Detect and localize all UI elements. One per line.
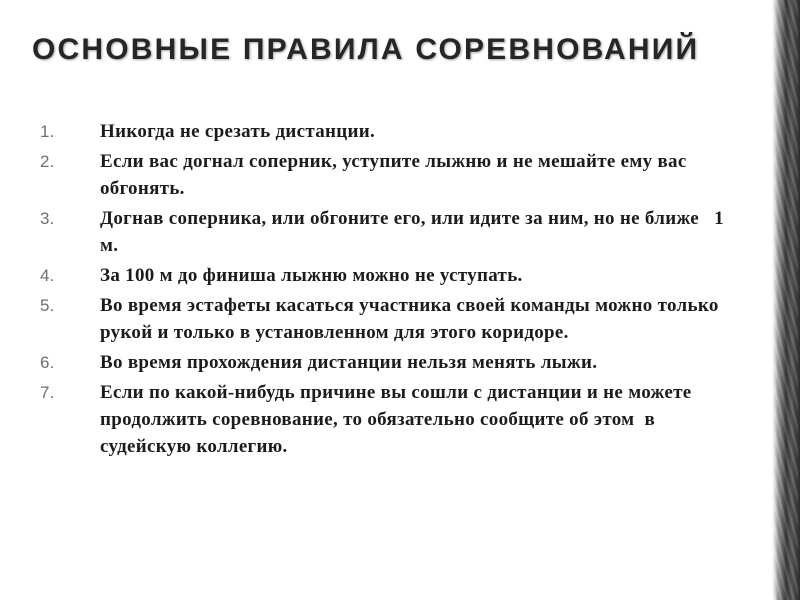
rule-item — [40, 292, 730, 346]
rule-number: 3. — [40, 209, 55, 228]
rule-item — [40, 379, 730, 460]
rule-number: 4. — [40, 266, 55, 285]
rules-list — [40, 118, 730, 463]
decorative-right-border — [772, 0, 800, 600]
rule-number: 1. — [40, 122, 55, 141]
rule-number: 7. — [40, 383, 55, 402]
rule-number: 2. — [40, 152, 55, 171]
rule-text: За 100 м до финиша лыжню можно не уступать. — [100, 265, 523, 286]
rule-text: Если вас догнал соперник, уступите лыжню и не мешайте ему вас обгонять. — [100, 151, 692, 199]
rule-item — [40, 118, 730, 145]
rule-text: Во время эстафеты касаться участника своей команды можно только рукой и только в установленном для этого коридоре. — [100, 295, 724, 343]
rule-text: Если по какой-нибудь причине вы сошли с дистанции и не можете продолжить соревнование, то обязательно сообщите об этом в судейскую коллегию. — [100, 382, 697, 457]
rule-number: 6. — [40, 353, 55, 372]
rule-text: Никогда не срезать дистанции. — [100, 121, 376, 142]
rule-item — [40, 205, 730, 259]
slide-title: ОСНОВНЫЕ ПРАВИЛА СОРЕВНОВАНИЙ — [32, 33, 700, 66]
rule-number: 5. — [40, 296, 55, 315]
rule-text: Во время прохождения дистанции нельзя менять лыжи. — [100, 352, 598, 373]
rule-item — [40, 349, 730, 376]
rule-text: Догнав соперника, или обгоните его, или идите за ним, но не ближе 1 м. — [100, 208, 730, 256]
rule-item — [40, 148, 730, 202]
rule-item — [40, 262, 730, 289]
